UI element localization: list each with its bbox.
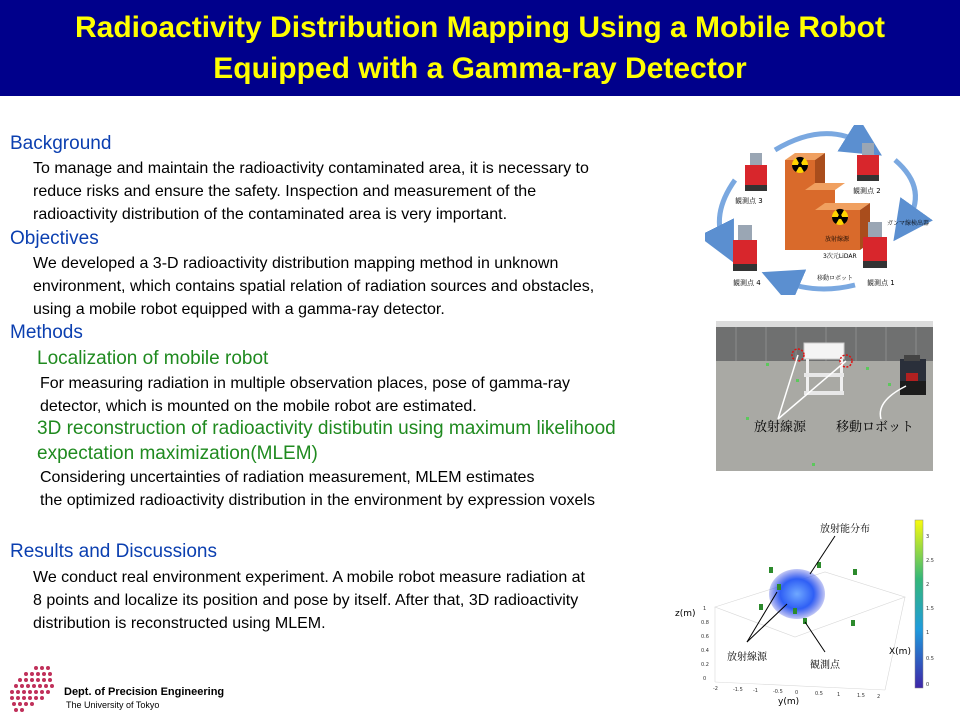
reconstruction-title-1: 3D reconstruction of radioactivity distibutin using maximum likelihood: [37, 418, 616, 439]
university-logo: [6, 662, 236, 714]
z-tick: 0.8: [701, 620, 709, 626]
colorbar-tick: 3: [926, 534, 930, 540]
experiment-photo: [716, 321, 933, 471]
colorbar-tick: 0: [926, 682, 930, 688]
robot-icon: [900, 355, 926, 395]
colorbar-tick: 2.5: [926, 558, 934, 564]
colorbar-ticks: [926, 534, 934, 688]
results-heading: Results and Discussions: [10, 541, 217, 562]
logo-mark-icon: [10, 666, 54, 712]
colorbar: [915, 520, 923, 688]
y-tick: -0.5: [773, 689, 783, 695]
reconstruction-text: [40, 466, 720, 512]
text-line: environment, which contains spatial relation of radiation sources and obstacles,: [33, 278, 595, 295]
title-banner: [0, 0, 960, 96]
robot-icon: [857, 143, 879, 181]
y-tick: 1: [837, 692, 841, 698]
y-tick: 0: [795, 690, 799, 696]
colorbar-tick: 1.5: [926, 606, 934, 612]
label-source: 放射線源: [727, 652, 767, 663]
z-tick: 0.6: [701, 634, 709, 640]
text-line: reduce risks and ensure the safety. Inspection and measurement of the: [33, 183, 537, 200]
y-tick: 0.5: [815, 691, 823, 697]
label-robot: 移動ロボット: [817, 275, 854, 282]
logo-university: The University of Tokyo: [66, 700, 160, 710]
z-tick: 0.2: [701, 662, 709, 668]
z-ticks: [701, 606, 709, 682]
arrow-icon: [775, 134, 865, 150]
label-source: 放射線源: [825, 236, 850, 243]
text-line: using a mobile robot equipped with a gamma-ray detector.: [33, 301, 445, 318]
text-line: the optimized radioactivity distribution in the environment by expression voxels: [40, 492, 595, 509]
title-line-1: Radioactivity Distribution Mapping Using a Mobile Robot: [75, 11, 885, 44]
y-axis-label: y(m): [778, 697, 800, 707]
x-axis-label: X(m): [889, 647, 911, 657]
objectives-heading: Objectives: [10, 228, 99, 249]
label-observation-point: 観測点: [810, 660, 840, 671]
text-line: detector, which is mounted on the mobile robot are estimated.: [40, 398, 477, 415]
robot-icon: [733, 225, 757, 271]
objectives-text: [33, 252, 713, 321]
localization-text: [40, 372, 720, 418]
y-tick: -1.5: [733, 687, 743, 693]
z-tick: 0: [703, 676, 707, 682]
arrow-icon: [719, 180, 735, 245]
robot-icon: [745, 153, 767, 191]
methods-heading: Methods: [10, 322, 83, 343]
background-text: [33, 157, 713, 226]
y-tick: -1: [753, 688, 758, 694]
z-axis-label: z(m): [675, 609, 696, 619]
text-line: We conduct real environment experiment. A mobile robot measure radiation at: [33, 569, 585, 586]
reconstruction-title-2: expectation maximization(MLEM): [37, 443, 318, 464]
concept-diagram: [705, 125, 945, 295]
localization-title: Localization of mobile robot: [37, 348, 269, 369]
results-text: [33, 566, 713, 635]
logo-dept: Dept. of Precision Engineering: [64, 686, 225, 698]
radiation-icon: [832, 209, 848, 225]
text-line: distribution is reconstructed using MLEM.: [33, 615, 326, 632]
label-distribution: 放射能分布: [820, 524, 870, 535]
y-tick: -2: [713, 686, 718, 692]
colorbar-tick: 0.5: [926, 656, 934, 662]
label-point-3: 観測点 3: [735, 197, 763, 205]
reconstruction-plot: [675, 512, 940, 708]
radiation-icon: [792, 157, 808, 173]
arrow-icon: [895, 160, 915, 225]
y-tick: 1.5: [857, 693, 865, 699]
label-robot: 移動ロボット: [836, 420, 915, 435]
text-line: Considering uncertainties of radiation measurement, MLEM estimates: [40, 469, 535, 486]
colorbar-tick: 2: [926, 582, 930, 588]
label-point-1: 観測点 1: [867, 279, 895, 287]
text-line: 8 points and localize its position and pose by itself. After that, 3D radioactivity: [33, 592, 579, 609]
text-line: radioactivity distribution of the contaminated area is very important.: [33, 206, 508, 223]
y-tick: 2: [877, 694, 881, 700]
text-line: We developed a 3-D radioactivity distribution mapping method in unknown: [33, 255, 559, 272]
text-line: For measuring radiation in multiple observation places, pose of gamma-ray: [40, 375, 571, 392]
label-point-4: 観測点 4: [733, 279, 761, 287]
label-source: 放射線源: [754, 420, 807, 435]
label-point-2: 観測点 2: [853, 187, 881, 195]
label-lidar: 3次元LiDAR: [823, 253, 857, 260]
z-tick: 1: [703, 606, 707, 612]
z-tick: 0.4: [701, 648, 709, 654]
background-heading: Background: [10, 133, 112, 154]
title-line-2: Equipped with a Gamma-ray Detector: [213, 52, 747, 85]
label-detector: ガンマ線検出器: [887, 220, 930, 227]
colorbar-tick: 1: [926, 630, 930, 636]
text-line: To manage and maintain the radioactivity contaminated area, it is necessary to: [33, 160, 589, 177]
